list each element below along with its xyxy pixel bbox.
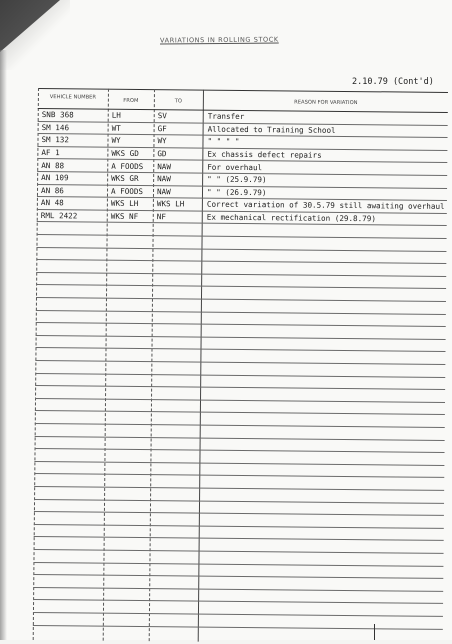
cell-reason: Ex mechanical rectification (29.8.79): [206, 212, 376, 224]
row-rule: [36, 347, 446, 352]
row-rule: [36, 335, 446, 340]
row-rule: [33, 612, 443, 617]
cell-vehicle-number: SM 132: [41, 135, 69, 145]
row-rule: [34, 486, 444, 491]
cell-to: NAW: [156, 186, 171, 197]
cell-reason: Allocated to Training School: [207, 124, 336, 135]
row-rule: [35, 385, 445, 390]
row-rule: [36, 284, 446, 289]
row-rule: [34, 499, 444, 504]
cell-to: GD: [157, 149, 167, 159]
row-rule: [33, 574, 443, 579]
cell-from: A FOODS: [110, 186, 144, 196]
cell-reason: For overhaul: [207, 162, 263, 172]
column-header-to: TO: [174, 98, 183, 105]
row-rule: [36, 322, 446, 327]
cell-to: GF: [157, 123, 167, 134]
column-header-reason: REASON FOR VARIATION: [294, 99, 358, 107]
row-rule: [35, 398, 445, 403]
cell-reason: Transfer: [207, 111, 245, 122]
document-date: 2.10.79 (Cont'd): [352, 77, 434, 87]
cell-to: NF: [156, 212, 166, 222]
row-rule: [34, 549, 444, 554]
cell-vehicle-number: AN 48: [40, 198, 64, 208]
row-rule: [34, 461, 444, 466]
row-rule: [33, 587, 443, 592]
cell-vehicle-number: AN 86: [40, 185, 64, 196]
row-rule: [35, 448, 445, 453]
scan-edge-shadow: [0, 50, 7, 640]
document-title: VARIATIONS IN ROLLING STOCK: [159, 35, 279, 45]
cell-from: WKS LH: [110, 199, 139, 209]
row-rule: [35, 410, 445, 415]
variation-table: [31, 88, 448, 644]
column-header-from: FROM: [123, 97, 139, 104]
table-top-rule: [38, 88, 448, 93]
cell-reason: " " (26.9.79): [206, 187, 267, 198]
cell-to: NAW: [157, 161, 172, 171]
cell-from: WKS NF: [110, 211, 139, 221]
cell-vehicle-number: AN 109: [41, 173, 69, 183]
row-rule: [33, 599, 443, 604]
cell-from: WT: [111, 123, 121, 133]
cell-vehicle-number: AF 1: [41, 148, 60, 158]
cell-from: WKS GR: [111, 173, 139, 184]
column-header-vehicle: VEHICLE NUMBER: [49, 94, 97, 101]
cell-from: LH: [111, 110, 121, 121]
row-rule: [34, 511, 444, 516]
row-rule: [36, 247, 446, 252]
cell-reason: " " (25.9.79): [207, 174, 267, 185]
cell-from: WKS GD: [111, 148, 139, 158]
row-rule: [35, 360, 445, 365]
row-rule: [33, 625, 443, 630]
row-rule: [36, 272, 446, 277]
margin-mark: [374, 624, 375, 640]
cell-reason: " " " ": [207, 137, 240, 147]
cell-vehicle-number: SNB 368: [41, 110, 74, 120]
cell-reason: Ex chassis defect repairs: [207, 149, 322, 160]
row-rule: [34, 473, 444, 478]
cell-reason: Correct variation of 30.5.79 still awaiting overhaul: [206, 200, 445, 212]
cell-to: WY: [157, 136, 167, 146]
corner-shadow: [0, 0, 70, 70]
cell-from: A FOODS: [111, 161, 144, 171]
row-rule: [36, 297, 446, 302]
row-rule: [36, 310, 446, 315]
cell-to: NAW: [157, 174, 171, 184]
cell-vehicle-number: AN 88: [41, 160, 65, 170]
row-rule: [34, 536, 444, 541]
row-rule: [36, 259, 446, 264]
row-rule: [35, 373, 445, 378]
row-rule: [33, 562, 443, 567]
cell-to: WKS LH: [156, 199, 185, 209]
cell-vehicle-number: RML 2422: [40, 211, 78, 221]
row-rule: [37, 234, 447, 239]
row-rule: [34, 524, 444, 529]
cell-vehicle-number: SM 146: [41, 122, 70, 133]
row-rule: [35, 423, 445, 428]
cell-to: SV: [157, 111, 167, 121]
row-rule: [35, 436, 445, 441]
cell-from: WY: [111, 136, 121, 146]
